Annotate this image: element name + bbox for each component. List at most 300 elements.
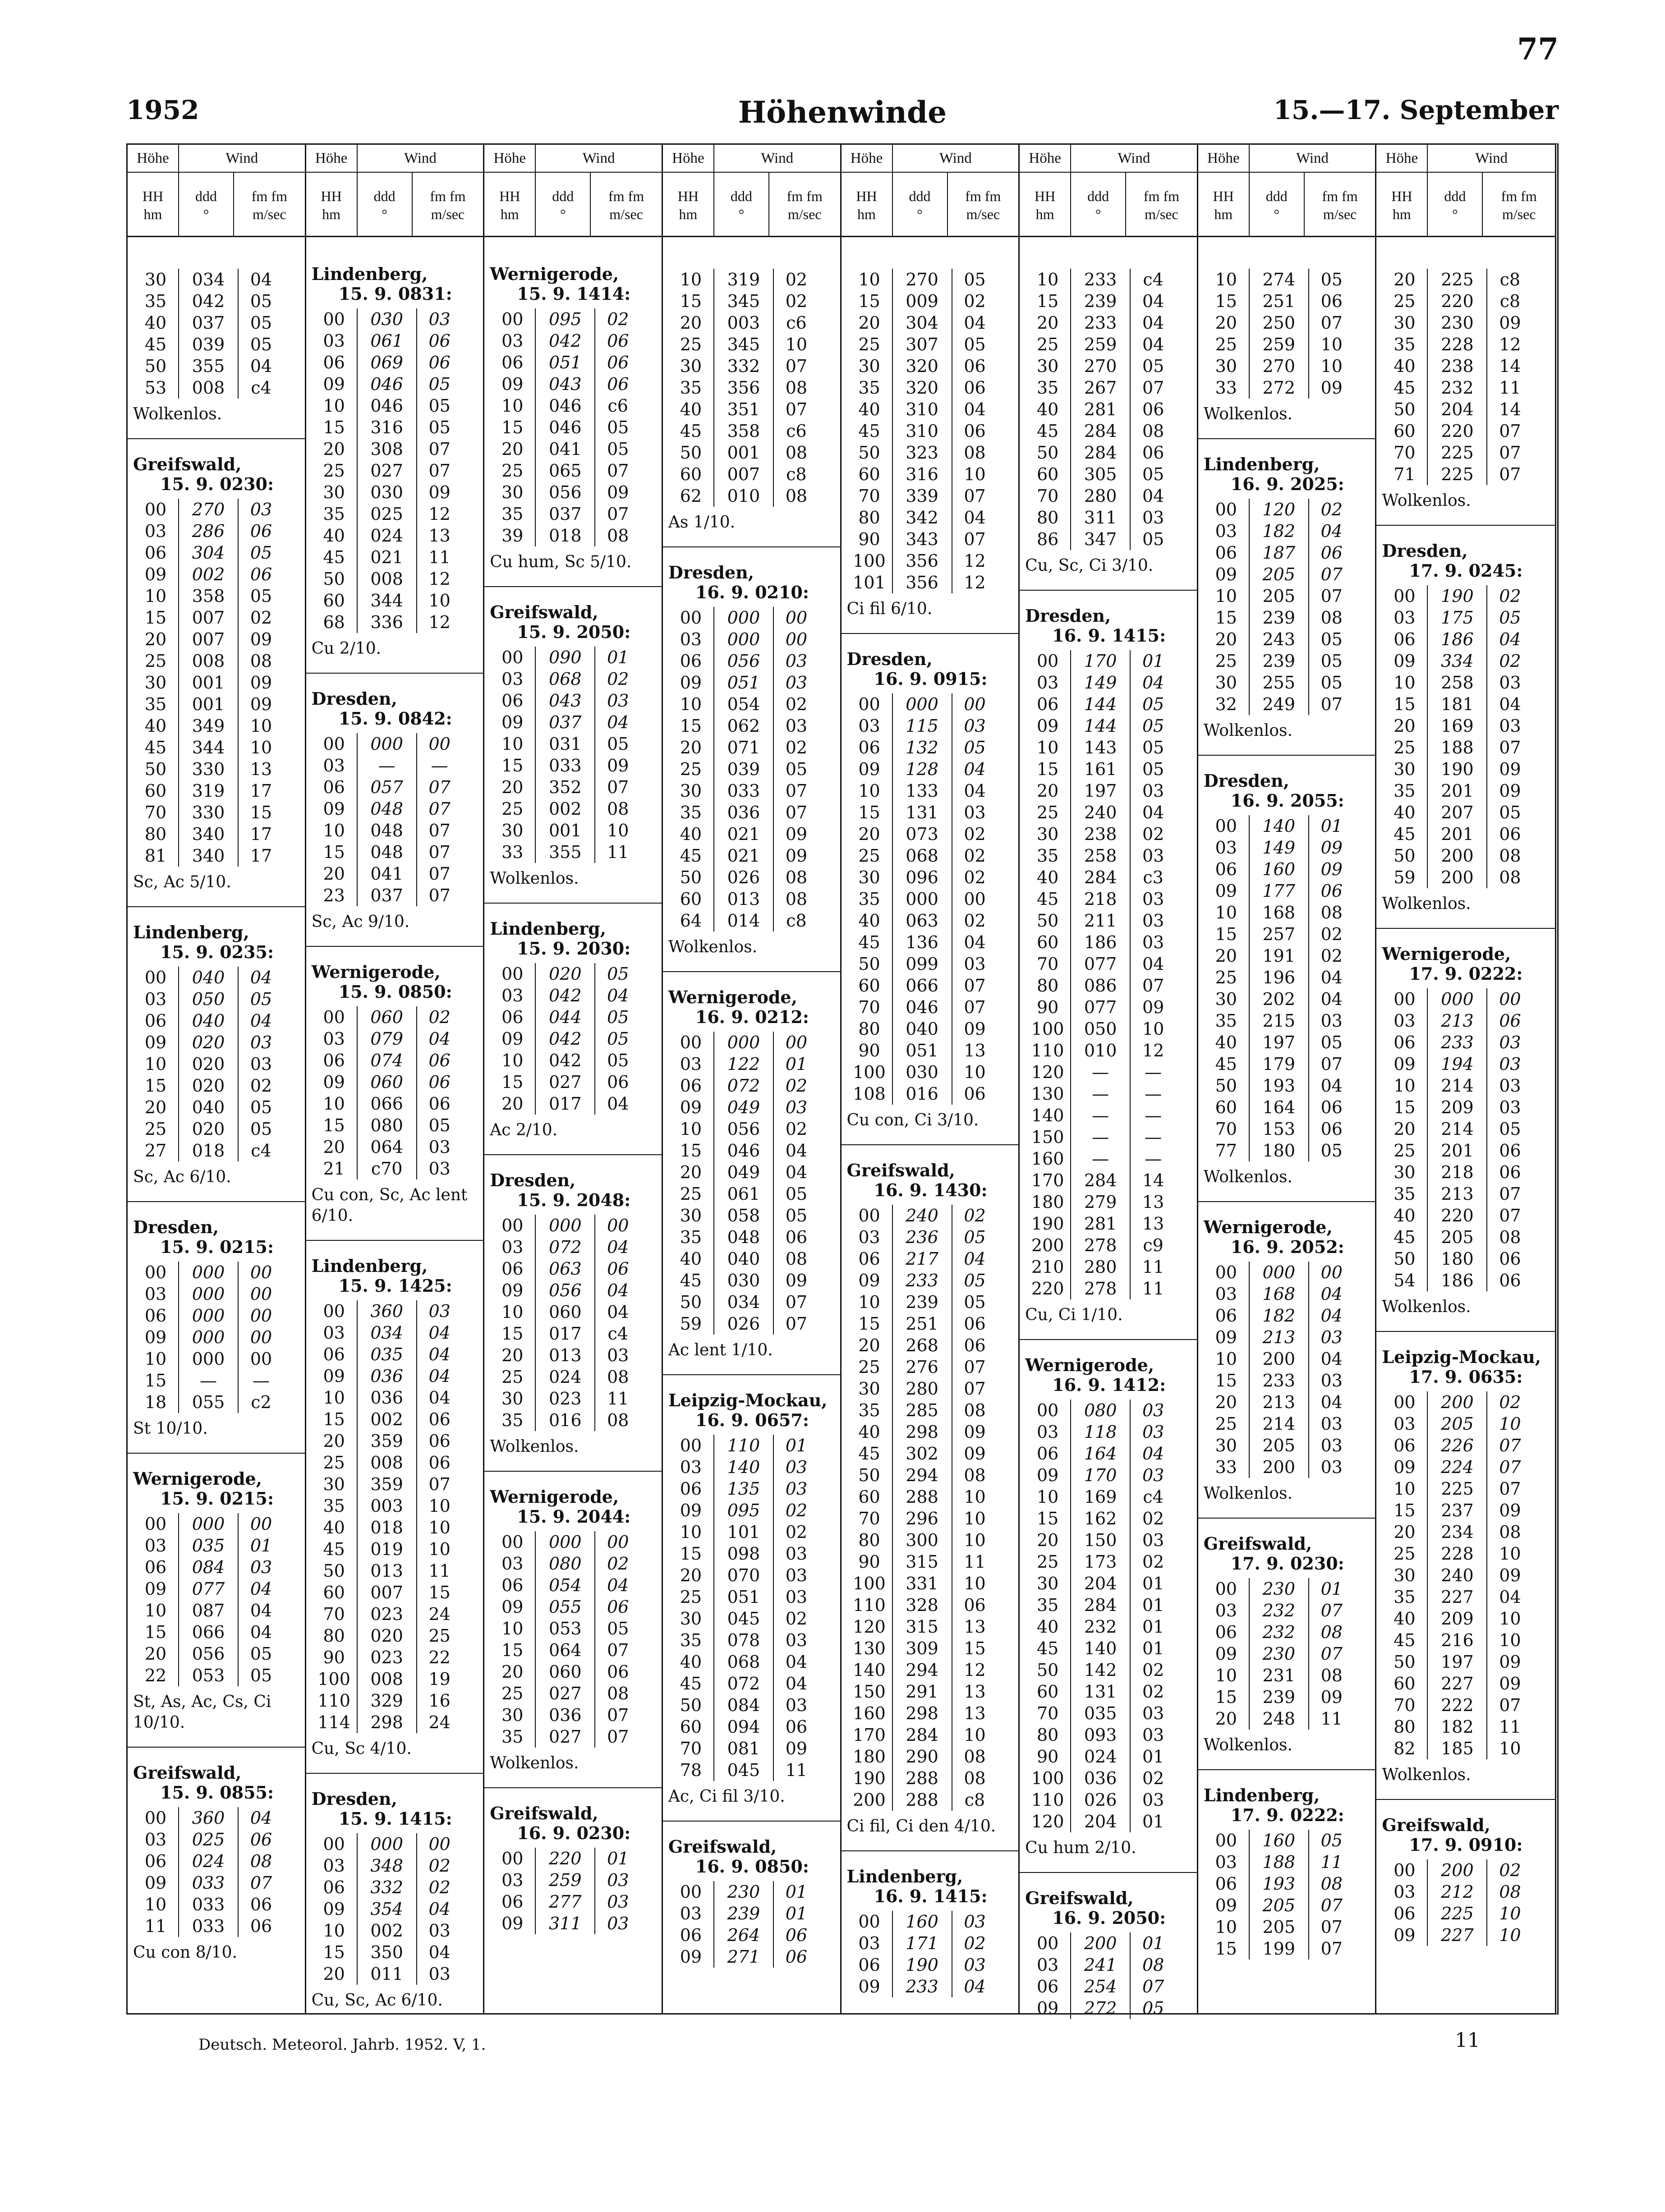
column-header-row <box>484 145 662 173</box>
table-row <box>1204 1305 1354 1326</box>
direction-cell: 197 <box>1427 1651 1487 1673</box>
table-row <box>1025 269 1176 290</box>
height-cell: 54 <box>1394 1271 1416 1290</box>
speed-cell: 04 <box>1142 291 1164 311</box>
header-ddd: ddd <box>1444 188 1466 204</box>
height-cell: 50 <box>144 356 167 376</box>
table-row <box>1382 988 1532 1010</box>
speed-cell: 05 <box>1320 270 1343 289</box>
header-ddd: ddd <box>1265 188 1288 204</box>
table-row <box>1204 1348 1354 1370</box>
direction-cell: 094 <box>714 1716 773 1738</box>
station-block <box>847 1867 1013 1997</box>
height-cell: 10 <box>501 1051 524 1070</box>
table-row <box>668 377 819 399</box>
table-row <box>1025 867 1176 888</box>
table-row <box>668 1053 819 1075</box>
table-column <box>484 145 663 2013</box>
direction-cell: 320 <box>892 377 952 399</box>
speed-cell: 01 <box>1142 1574 1164 1593</box>
speed-cell: 00 <box>785 608 808 628</box>
speed-cell: 04 <box>1142 486 1164 506</box>
speed-cell: 03 <box>1142 1422 1164 1442</box>
header-hoehe: Höhe <box>306 145 358 172</box>
table-row <box>490 1093 640 1115</box>
station-date-time: 16. 9. 0657: <box>695 1410 809 1430</box>
direction-cell: 033 <box>179 1915 238 1937</box>
height-cell: 35 <box>1036 846 1059 866</box>
speed-cell: 02 <box>1499 651 1521 671</box>
speed-cell: 06 <box>250 521 272 541</box>
speed-cell: 11 <box>1320 1852 1343 1872</box>
table-row <box>847 1421 998 1443</box>
table-row <box>133 312 284 334</box>
speed-cell: 06 <box>1499 1011 1521 1031</box>
header-hoehe: Höhe <box>1198 145 1250 172</box>
speed-cell: 08 <box>1142 421 1164 441</box>
height-cell: 06 <box>501 1007 524 1027</box>
section-divider <box>663 1374 840 1375</box>
table-row <box>1204 858 1354 880</box>
height-cell: 00 <box>323 1007 345 1027</box>
table-row <box>1382 650 1532 672</box>
speed-cell: 07 <box>785 1292 808 1312</box>
table-row <box>1204 1370 1354 1391</box>
table-row <box>847 1291 998 1313</box>
speed-cell: 09 <box>1499 1674 1521 1693</box>
station-date-time: 17. 9. 0222: <box>1409 964 1523 984</box>
height-cell: 25 <box>323 1453 345 1473</box>
direction-cell: 270 <box>892 269 952 290</box>
section-divider <box>484 1787 662 1788</box>
station-block <box>1025 1888 1191 2019</box>
height-cell: 00 <box>323 1301 345 1321</box>
speed-cell: 13 <box>964 1682 986 1702</box>
height-cell: 25 <box>1215 1414 1237 1434</box>
height-cell: 20 <box>680 313 702 333</box>
section-divider <box>842 633 1019 634</box>
direction-cell: 348 <box>357 1855 417 1877</box>
station-block <box>490 264 656 573</box>
speed-cell: 09 <box>1320 859 1343 879</box>
height-cell: 200 <box>1031 1235 1064 1255</box>
speed-cell: 05 <box>1499 608 1521 628</box>
height-cell: 50 <box>323 1561 345 1581</box>
height-cell: 20 <box>1215 629 1237 649</box>
speed-cell: 03 <box>250 1557 272 1577</box>
cloud-note: Cu, Sc, Ci 3/10. <box>1025 556 1154 575</box>
direction-cell: 009 <box>892 290 952 312</box>
speed-cell: 05 <box>250 989 272 1009</box>
table-row <box>668 802 819 823</box>
table-row <box>847 1573 998 1594</box>
direction-cell: 204 <box>1071 1573 1130 1594</box>
speed-cell: 14 <box>1142 1170 1164 1190</box>
speed-cell: 09 <box>428 482 451 502</box>
section-divider <box>484 903 662 904</box>
speed-cell: 06 <box>428 1051 451 1070</box>
speed-cell: 10 <box>1499 1630 1521 1650</box>
direction-cell: 035 <box>179 1535 238 1556</box>
direction-cell: 077 <box>1071 953 1130 975</box>
height-cell: 30 <box>144 673 167 693</box>
speed-cell: 09 <box>1142 997 1164 1017</box>
table-row <box>490 1574 640 1596</box>
table-row <box>312 1920 462 1941</box>
speed-cell: 07 <box>1499 1184 1521 1204</box>
height-cell: 25 <box>1036 803 1059 822</box>
direction-cell: 003 <box>714 312 773 334</box>
direction-cell: 027 <box>357 460 417 482</box>
height-cell: 30 <box>501 482 524 502</box>
direction-cell: 164 <box>1071 1443 1130 1464</box>
speed-cell: 05 <box>785 1184 808 1204</box>
wind-data-table <box>668 1032 819 1335</box>
station-date-time: 16. 9. 0230: <box>517 1823 631 1843</box>
height-cell: 45 <box>680 1271 702 1290</box>
column-header-row <box>1376 145 1555 173</box>
height-cell: 33 <box>501 842 524 862</box>
speed-cell: 11 <box>1142 1279 1164 1299</box>
table-row <box>312 1668 462 1690</box>
direction-cell: 062 <box>714 715 773 737</box>
direction-cell: 218 <box>1071 888 1130 910</box>
speed-cell: 02 <box>607 309 629 329</box>
height-cell: 35 <box>1394 1587 1416 1607</box>
height-cell: 60 <box>1394 421 1416 441</box>
direction-cell: 331 <box>892 1573 952 1594</box>
cloud-note: Cu 2/10. <box>311 639 382 658</box>
direction-cell: 096 <box>892 867 952 888</box>
station-block <box>490 1170 656 1457</box>
header-hm: hm <box>1392 206 1411 222</box>
height-cell: 101 <box>853 573 886 592</box>
speed-cell: 05 <box>250 1097 272 1117</box>
table-row <box>490 1323 640 1345</box>
station-name: Dresden, <box>1025 606 1111 626</box>
direction-cell: 323 <box>892 442 952 464</box>
height-cell: 30 <box>144 270 167 289</box>
column-header-row <box>484 173 662 237</box>
speed-cell: 03 <box>428 1159 451 1179</box>
speed-cell: 05 <box>607 734 629 754</box>
station-name: Greifswald, <box>1382 1815 1490 1835</box>
table-row <box>1025 1616 1176 1638</box>
height-cell: 120 <box>1031 1812 1064 1831</box>
table-row <box>1204 880 1354 902</box>
direction-cell: 330 <box>179 802 238 823</box>
direction-cell: 053 <box>535 1618 595 1639</box>
table-row <box>847 464 998 485</box>
height-cell: 60 <box>680 889 702 909</box>
header-fm-cell <box>1305 173 1375 237</box>
direction-cell: 225 <box>1427 269 1487 290</box>
height-cell: 80 <box>858 1019 880 1039</box>
direction-cell: 186 <box>1071 932 1130 953</box>
speed-cell: 03 <box>1320 1457 1343 1477</box>
direction-cell: 220 <box>535 1848 595 1869</box>
height-cell: 25 <box>858 846 880 866</box>
table-row <box>1382 334 1532 355</box>
direction-cell: 061 <box>714 1183 773 1205</box>
height-cell: 35 <box>858 1400 880 1420</box>
section-divider <box>663 546 840 547</box>
table-row <box>668 1161 819 1183</box>
column-header-row <box>306 173 483 237</box>
direction-cell: 064 <box>535 1639 595 1661</box>
speed-cell: 03 <box>428 309 451 329</box>
speed-cell: 03 <box>785 1565 808 1585</box>
height-cell: 100 <box>317 1669 350 1689</box>
table-row <box>312 1028 462 1050</box>
station-block <box>668 269 835 533</box>
height-cell: 180 <box>853 1747 886 1767</box>
direction-cell: 258 <box>1427 672 1487 693</box>
table-row <box>133 1915 284 1937</box>
speed-cell: 08 <box>1499 867 1521 887</box>
table-row <box>490 963 640 985</box>
table-row <box>847 910 998 932</box>
column-header-row <box>128 145 305 173</box>
column-body <box>484 237 662 1934</box>
speed-cell: 03 <box>964 1912 986 1932</box>
speed-cell: 08 <box>964 1465 986 1485</box>
table-row <box>1382 1270 1532 1291</box>
cloud-note: Wolkenlos. <box>1203 405 1292 423</box>
table-row <box>312 1690 462 1712</box>
height-cell: 100 <box>1031 1019 1064 1039</box>
direction-cell: 355 <box>535 841 595 863</box>
height-cell: 25 <box>680 1587 702 1607</box>
table-row <box>1204 1118 1354 1140</box>
direction-cell: 003 <box>357 1495 417 1517</box>
height-cell: 00 <box>858 694 880 714</box>
table-row <box>1382 867 1532 888</box>
speed-cell: 12 <box>964 573 986 592</box>
speed-cell: 06 <box>785 1947 808 1967</box>
wind-data-table <box>133 967 284 1161</box>
height-cell: 20 <box>1394 716 1416 736</box>
direction-cell: 080 <box>1071 1400 1130 1421</box>
height-cell: 15 <box>501 756 524 776</box>
table-row <box>1204 1456 1354 1478</box>
speed-cell: 00 <box>964 889 986 909</box>
direction-cell: 030 <box>357 482 417 503</box>
cloud-note: Sc, Ac 5/10. <box>133 873 231 891</box>
speed-cell: 00 <box>1320 1262 1343 1282</box>
speed-cell: 06 <box>607 1072 629 1092</box>
table-row <box>1025 1997 1176 2019</box>
wind-data-table <box>1025 1400 1176 1832</box>
height-cell: 06 <box>1215 859 1237 879</box>
table-row <box>312 1365 462 1387</box>
speed-cell: 04 <box>1142 673 1164 693</box>
table-row <box>1382 1859 1532 1881</box>
height-cell: 15 <box>680 1544 702 1564</box>
table-row <box>1025 377 1176 399</box>
speed-cell: 06 <box>428 331 451 351</box>
height-cell: 03 <box>858 1227 880 1247</box>
height-cell: 25 <box>323 461 345 481</box>
speed-cell: 05 <box>428 1115 451 1135</box>
height-cell: 60 <box>858 976 880 996</box>
height-cell: 10 <box>323 1094 345 1114</box>
table-row <box>847 823 998 845</box>
speed-cell: 04 <box>428 1029 451 1049</box>
height-cell: 00 <box>858 1206 880 1225</box>
direction-cell: 024 <box>1071 1746 1130 1767</box>
speed-cell: — <box>1145 1106 1162 1125</box>
height-cell: 10 <box>858 781 880 801</box>
table-row <box>847 758 998 780</box>
direction-cell: 170 <box>1071 650 1130 672</box>
column-body <box>128 237 305 1963</box>
direction-cell: 020 <box>357 1625 417 1647</box>
table-row <box>133 607 284 629</box>
header-wind: Wind <box>225 150 258 166</box>
table-row <box>312 1647 462 1668</box>
speed-cell: 00 <box>607 1532 629 1552</box>
direction-cell: 054 <box>535 1574 595 1596</box>
wind-data-table <box>1204 269 1354 399</box>
speed-cell: 03 <box>1320 1327 1343 1347</box>
height-cell: 09 <box>323 1899 345 1919</box>
height-cell: 15 <box>1215 1371 1237 1391</box>
direction-cell: 197 <box>1249 1032 1309 1053</box>
height-cell: 45 <box>1394 1227 1416 1247</box>
station-block <box>1204 1534 1370 1756</box>
speed-cell: 02 <box>1499 586 1521 606</box>
column-header-row <box>842 145 1019 173</box>
height-cell: 00 <box>323 309 345 329</box>
station-date-time: 16. 9. 0210: <box>695 582 809 602</box>
table-row <box>133 629 284 650</box>
table-row <box>312 1538 462 1560</box>
direction-cell: 060 <box>357 1071 417 1093</box>
column-body <box>842 237 1019 1997</box>
direction-cell: 030 <box>892 1061 952 1083</box>
table-row <box>668 1738 819 1759</box>
section-divider <box>306 1773 483 1774</box>
table-row <box>847 1703 998 1724</box>
height-cell: 15 <box>858 291 880 311</box>
speed-cell: 03 <box>1142 1400 1164 1420</box>
speed-cell: 07 <box>1320 313 1343 333</box>
speed-cell: 02 <box>785 1119 808 1139</box>
speed-cell: 07 <box>607 461 629 481</box>
table-column <box>1376 145 1555 2013</box>
direction-cell: 160 <box>1249 1830 1309 1851</box>
table-row <box>668 737 819 758</box>
direction-cell: 225 <box>1427 442 1487 464</box>
height-cell: 15 <box>680 1141 702 1161</box>
table-row <box>668 1032 819 1053</box>
speed-cell: 06 <box>964 1314 986 1334</box>
direction-cell: 225 <box>1427 1903 1487 1924</box>
height-cell: 03 <box>323 1856 345 1876</box>
header-hoehe: Höhe <box>484 145 536 172</box>
table-row <box>1025 953 1176 975</box>
direction-cell: 305 <box>1071 464 1130 485</box>
speed-cell: 04 <box>785 1141 808 1161</box>
direction-cell: 060 <box>535 1301 595 1323</box>
cloud-note: Wolkenlos. <box>1382 491 1471 510</box>
direction-cell: 268 <box>892 1335 952 1356</box>
height-cell: 20 <box>323 1964 345 1984</box>
speed-cell: 02 <box>785 738 808 757</box>
speed-cell: 04 <box>1320 1076 1343 1096</box>
speed-cell: c8 <box>964 1790 985 1810</box>
table-row <box>133 564 284 585</box>
direction-cell: 056 <box>714 650 773 672</box>
height-cell: 15 <box>501 418 524 437</box>
height-cell: 20 <box>501 1345 524 1365</box>
station-block <box>1382 541 1550 914</box>
table-row <box>1204 902 1354 923</box>
height-cell: 10 <box>1036 738 1059 757</box>
section-divider <box>306 1240 483 1241</box>
height-cell: 100 <box>1031 1768 1064 1788</box>
header-fmfm: fm fm <box>787 188 823 204</box>
station-date-time: 16. 9. 1415: <box>1052 625 1166 646</box>
speed-cell: 06 <box>250 1895 272 1914</box>
cloud-note: Cu, Sc 4/10. <box>311 1739 412 1758</box>
direction-cell: 066 <box>179 1621 238 1643</box>
direction-cell: 304 <box>179 542 238 564</box>
table-row <box>133 715 284 737</box>
table-row <box>847 572 998 593</box>
table-row <box>668 1903 819 1924</box>
height-cell: 25 <box>680 759 702 779</box>
table-row <box>668 1456 819 1478</box>
speed-cell: 06 <box>1320 1119 1343 1139</box>
direction-cell: 231 <box>1249 1665 1309 1686</box>
speed-cell: 13 <box>250 759 272 779</box>
height-cell: 27 <box>144 1141 167 1161</box>
height-cell: 70 <box>858 997 880 1017</box>
height-cell: 03 <box>323 1323 345 1343</box>
direction-cell: 358 <box>714 420 773 442</box>
speed-cell: 03 <box>785 673 808 693</box>
table-row <box>847 507 998 528</box>
direction-cell: 177 <box>1249 880 1309 902</box>
speed-cell: 08 <box>607 799 629 819</box>
table-row <box>490 798 640 820</box>
table-row <box>1382 1413 1532 1435</box>
height-cell: 50 <box>858 443 880 463</box>
table-row <box>1025 442 1176 464</box>
speed-cell: 04 <box>607 1094 629 1114</box>
section-divider <box>128 1747 305 1748</box>
section-divider <box>1020 1872 1197 1873</box>
speed-cell: 03 <box>607 691 629 711</box>
height-cell: 00 <box>144 1514 167 1534</box>
table-row <box>847 932 998 953</box>
speed-cell: — <box>1145 1062 1162 1082</box>
table-row <box>133 1578 284 1600</box>
height-cell: 40 <box>144 716 167 736</box>
direction-cell: 227 <box>1427 1586 1487 1608</box>
table-row <box>847 715 998 737</box>
speed-cell: 07 <box>964 1357 986 1377</box>
height-cell: 22 <box>144 1666 167 1685</box>
direction-cell: 307 <box>892 334 952 355</box>
height-cell: 140 <box>853 1660 886 1680</box>
direction-cell: 142 <box>1071 1659 1130 1681</box>
station-block <box>133 269 299 425</box>
speed-cell: 05 <box>250 1644 272 1664</box>
direction-cell: 238 <box>1071 823 1130 845</box>
